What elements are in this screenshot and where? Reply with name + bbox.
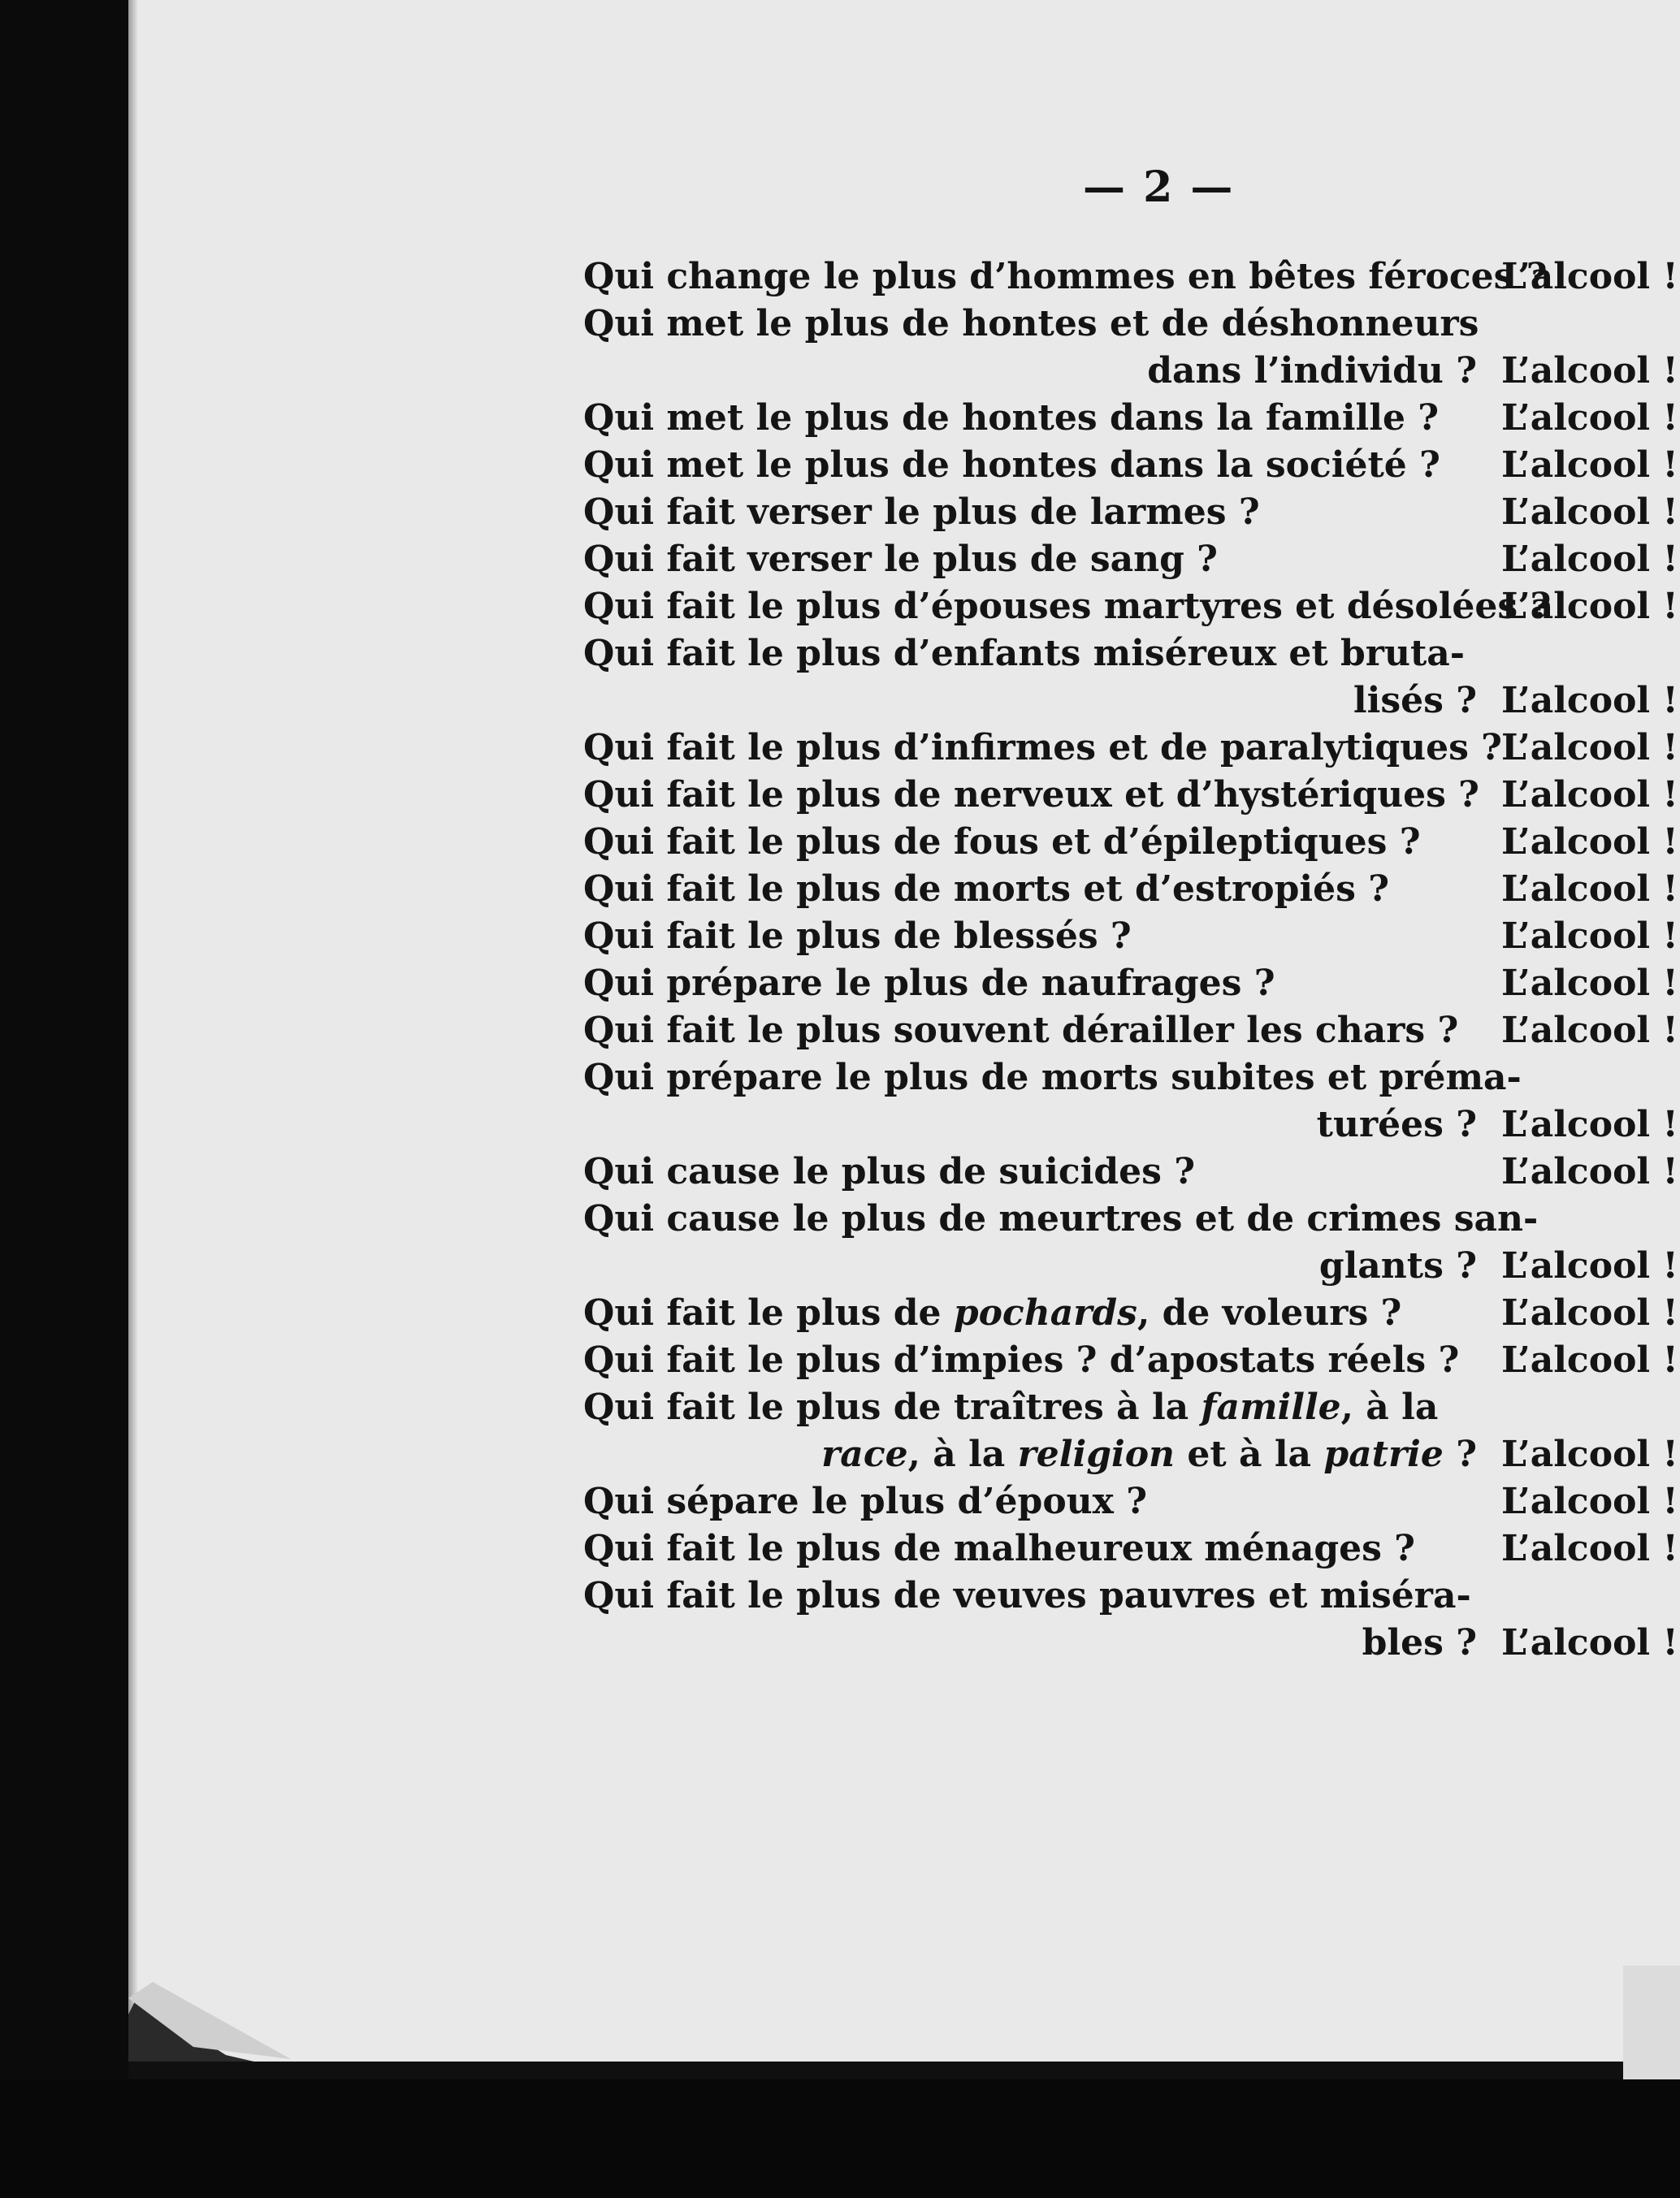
italic-run: patrie [1323,1434,1444,1475]
question-text: Qui met le plus de hontes dans la société ? [583,444,1440,486]
text-line [583,1431,1680,1478]
text-run: , à la [907,1434,1018,1475]
question-text: Qui fait le plus de nerveux et d’hystériques ? [583,774,1479,816]
answer-text: L’alcool ! [1501,915,1678,957]
answer-text: L’alcool ! [1501,821,1678,863]
page-number: — 2 — [1083,162,1235,212]
question-text: Qui fait le plus de blessés ? [583,915,1132,957]
question-text: Qui prépare le plus de naufrages ? [583,963,1275,1004]
italic-run: religion [1017,1434,1176,1475]
answer-text: L’alcool ! [1501,444,1678,486]
question-text [583,1431,1477,1478]
answer-text: L’alcool ! [1501,1104,1678,1145]
question-text [583,1384,1477,1431]
text-line [583,819,1680,866]
answer-text: L’alcool ! [1501,1481,1678,1522]
text-line [583,677,1680,725]
text-line [583,772,1680,819]
text-line [583,913,1680,960]
question-text: Qui fait le plus de morts et d’estropiés ? [583,868,1389,910]
text-run: et à la [1175,1434,1324,1475]
answer-text: L’alcool ! [1501,1245,1678,1287]
answer-text: L’alcool ! [1501,680,1678,721]
answer-text: L’alcool ! [1501,1151,1678,1192]
italic-run: famille [1201,1387,1341,1428]
question-text: bles ? [1362,1622,1477,1664]
text-run: , de voleurs ? [1137,1292,1402,1334]
answer-text: L’alcool ! [1501,1622,1678,1664]
question-list [583,253,1680,1667]
question-text: Qui fait verser le plus de sang ? [583,539,1218,580]
text-line [583,395,1680,442]
italic-run: race [821,1434,908,1475]
italic-run: pochards [953,1292,1137,1334]
text-line [583,1337,1680,1384]
text-line [583,960,1680,1007]
text-line [583,1054,1680,1101]
question-text: Qui cause le plus de suicides ? [583,1151,1196,1192]
answer-text: L’alcool ! [1501,586,1678,627]
text-line [583,1620,1680,1667]
text-line [583,301,1680,348]
text-run: Qui fait le plus de [583,1292,954,1334]
text-line [583,583,1680,630]
answer-text: L’alcool ! [1501,1292,1678,1334]
question-text: Qui prépare le plus de morts subites et préma- [583,1057,1522,1098]
text-line [583,866,1680,913]
question-text: Qui fait le plus d’impies ? d’apostats réels ? [583,1339,1460,1381]
text-line [583,1149,1680,1196]
question-text: lisés ? [1353,680,1477,721]
text-line [583,442,1680,489]
answer-text: L’alcool ! [1501,539,1678,580]
page-edge-shadow [128,0,138,2079]
question-text: Qui fait le plus d’infirmes et de paralytiques ? [583,727,1502,768]
question-text [583,1290,1477,1337]
text-run: Qui fait le plus de traîtres à la [583,1387,1202,1428]
question-text: Qui change le plus d’hommes en bêtes féroces ? [583,256,1548,297]
question-text: Qui cause le plus de meurtres et de crimes san- [583,1198,1539,1240]
question-text: Qui fait le plus d’enfants miséreux et bruta- [583,633,1466,674]
book-page [128,0,1680,2079]
question-text: Qui fait le plus de malheureux ménages ? [583,1528,1415,1569]
answer-text: L’alcool ! [1501,256,1678,297]
answer-text: L’alcool ! [1501,350,1678,392]
question-text: dans l’individu ? [1147,350,1477,392]
question-text: Qui fait le plus de fous et d’épileptiques ? [583,821,1421,863]
answer-text: L’alcool ! [1501,491,1678,533]
question-text: Qui met le plus de hontes et de déshonneurs [583,303,1479,344]
text-run: , à la [1340,1387,1439,1428]
text-line [583,1290,1680,1337]
text-line [583,1573,1680,1620]
answer-text: L’alcool ! [1501,963,1678,1004]
text-line [583,1243,1680,1290]
answer-text: L’alcool ! [1501,774,1678,816]
text-run: ? [1443,1434,1477,1475]
answer-text: L’alcool ! [1501,1339,1678,1381]
page-fold-shadow [128,1966,1680,2079]
question-text: Qui fait le plus de veuves pauvres et miséra- [583,1575,1471,1616]
text-line [583,725,1680,772]
answer-text: L’alcool ! [1501,1010,1678,1051]
text-line [583,1478,1680,1525]
answer-text: L’alcool ! [1501,868,1678,910]
answer-text: L’alcool ! [1501,1528,1678,1569]
text-line [583,489,1680,536]
answer-text: L’alcool ! [1501,727,1678,768]
text-line [583,348,1680,395]
text-line [583,253,1680,301]
question-text: Qui sépare le plus d’époux ? [583,1481,1147,1522]
text-line [583,1525,1680,1573]
text-line [583,536,1680,583]
text-line [583,1196,1680,1243]
question-text: Qui fait verser le plus de larmes ? [583,491,1260,533]
text-line [583,1007,1680,1054]
question-text: Qui fait le plus souvent dérailler les chars ? [583,1010,1459,1051]
scan-border [0,2079,1680,2198]
question-text: Qui fait le plus d’épouses martyres et désolées ? [583,586,1552,627]
text-line [583,1384,1680,1431]
answer-text: L’alcool ! [1501,397,1678,439]
text-line [583,630,1680,677]
question-text: glants ? [1318,1245,1477,1287]
question-text: Qui met le plus de hontes dans la famille ? [583,397,1440,439]
answer-text: L’alcool ! [1501,1434,1678,1475]
question-text: turées ? [1316,1104,1477,1145]
text-line [583,1101,1680,1149]
